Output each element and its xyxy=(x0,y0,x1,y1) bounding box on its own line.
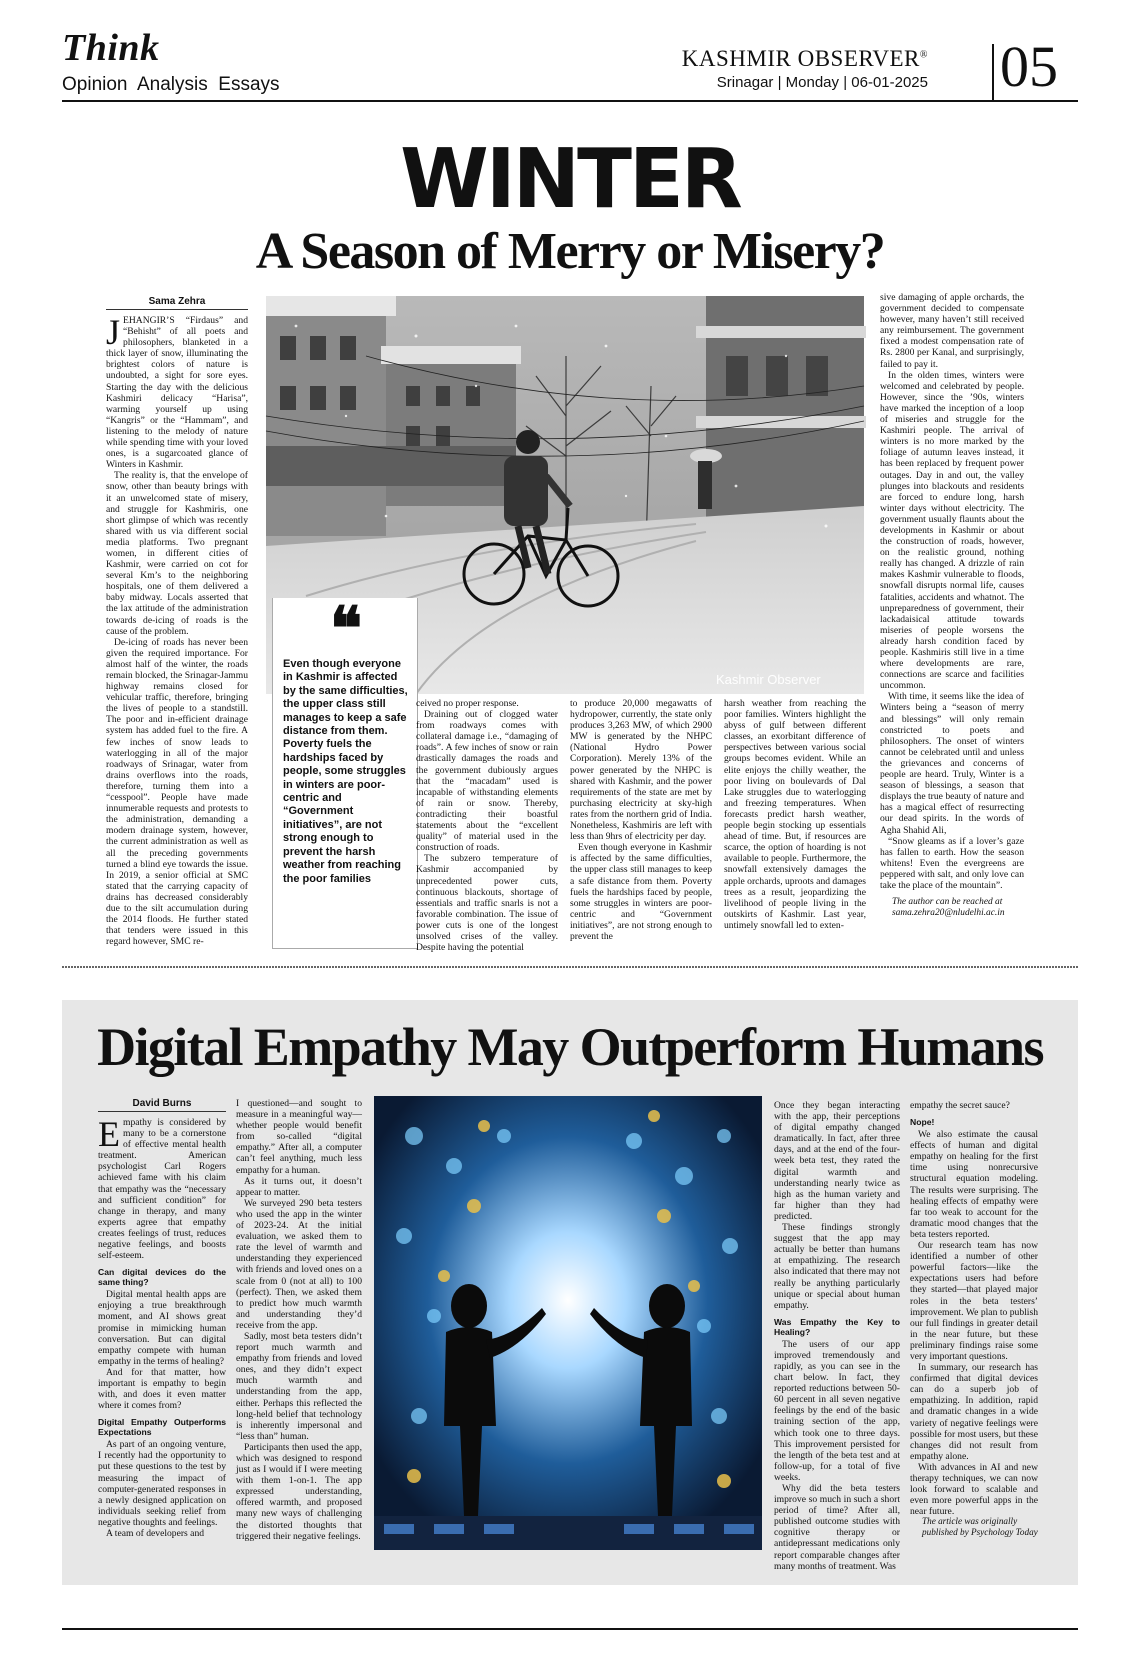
paragraph: The subzero temperature of Kashmir accompanied by unprecedented power cuts, continuous blackouts, shortage of essentials and traffic snarls is not a favorable combination. The issue of power cuts is one of the longest unsolved crises of the valley. Despite having the potential xyxy=(416,853,558,954)
author-note: The author can be reached at sama.zehra20@nludelhi.ac.in xyxy=(892,897,1005,919)
article2-column-3 xyxy=(774,1100,900,1584)
paragraph: As it turns out, it doesn’t appear to matter. xyxy=(236,1175,362,1198)
paragraph: In the olden times, winters were welcomed and celebrated by people. However, since the ’90s, winters have marked the inception of a loop of miseries and struggle for the Kashmiri people. The arrival of winters is no more marked by the foliage of autumn leaves instead, it has been replaced by frequent power outages. Day in and out, the valley plunges into blackouts and residents are forced to endure long, harsh winter days without electricity. The government usually flaunts about the developments in Kashmir or about the construction of roads, however, on the realistic ground, nothing really has changed. A drizzle of rain makes Kashmir vulnerable to floods, snowfall disrupts normal life, causes fatalities, accidents and whatnot. The unpreparedness of government, their lackadaisical attitude towards miseries of people worsens the already harsh condition faced by people. Kashmiris still live in a time where developments are rare, connections are scarce and facilities uncommon. xyxy=(880,369,1024,692)
drop-cap: J xyxy=(106,312,121,352)
section-subtitle: Opinion Analysis Essays xyxy=(62,74,280,95)
paragraph: “Snow gleams as if a lover’s gaze has fallen to earth. How the season whitens! Even the evergreens are peppered with salt, and only love can take the place of the mountain”. xyxy=(880,835,1024,891)
article1-subtitle: A Season of Merry or Misery? xyxy=(255,223,885,280)
article1-title: WINTER xyxy=(400,132,740,227)
paragraph: In summary, our research has confirmed that digital devices can do a superb job of empathizing. In addition, rapid and dramatic changes in a wide variety of negative feelings were possible for most users, but these changes did not result from empathy alone. xyxy=(910,1362,1038,1462)
subheading: Nope! xyxy=(910,1117,935,1128)
article2-title: Digital Empathy May Outperform Humans xyxy=(97,1017,1043,1077)
paragraph: A team of developers and xyxy=(106,1528,205,1539)
top-rule xyxy=(62,100,1078,102)
bottom-rule xyxy=(62,1628,1078,1630)
photo-watermark: Kashmir Observer xyxy=(716,672,821,687)
paragraph: Even though everyone in Kashmir is affected by the same difficulties, the upper class still manages to keep a safe distance from them. Poverty fuels the hardships faced by people, some struggles in winters are poor-centric and “Government initiatives”, are not strong enough to prevent the xyxy=(570,842,712,942)
paragraph: I questioned—and sought to measure in a meaningful way—whether people would benefit from so-called “digital empathy.” After all, a computer can’t feel anything, much less empathy for a human. xyxy=(236,1098,362,1176)
registered-mark: ® xyxy=(919,49,928,61)
paragraph: As part of an ongoing venture, I recently had the opportunity to put these questions to the test by measuring the impact of computer-generated responses in a newly designed application on individuals seeking relief from negative thoughts and feelings. xyxy=(98,1439,226,1528)
article2-column-4 xyxy=(910,1100,1038,1518)
article1-column-2 xyxy=(416,698,558,952)
article1-column-5 xyxy=(880,292,1024,960)
article2-byline: David Burns xyxy=(98,1098,226,1112)
article2-column-4-wrap xyxy=(910,1100,1038,1537)
pull-quote-box xyxy=(272,594,418,949)
paragraph: Sadly, most beta testers didn’t report much warmth and empathy from friends and loved ones, and they didn’t expect much warmth and understanding from the app, either. Perhaps this reflected the long-held belief that technology is inherently impersonal and “less than” human. xyxy=(236,1330,362,1442)
article2-credit: The article was originally published by Psychology Today xyxy=(922,1516,1038,1537)
ai-figures-image xyxy=(374,1096,762,1550)
subheading: Can digital devices do the same thing? xyxy=(98,1267,226,1288)
paragraph: With time, it seems like the idea of Winters being a “season of merry and blessings” will only remain constricted to poets and philosophers. The onset of winters cannot be celebrated until and unless the grievances and concerns of people are heard. Truly, Winter is a season of blessings, a season that displays the true beauty of nature and has a magical effect of resurrecting our dead spirits. In the words of Agha Shahid Ali, xyxy=(880,691,1024,836)
paragraph: sive damaging of apple orchards, the government decided to compensate however, many haven’t still received any reimbursement. The government fixed a modest compensation rate of Rs. 2800 per Kanal, and surprisingly, failed to pay it. xyxy=(880,292,1024,370)
article1-column-1 xyxy=(106,296,248,967)
section-divider xyxy=(62,966,1078,968)
article2-col1-text xyxy=(98,1114,226,1587)
paragraph: Once they began interacting with the app, their perceptions of digital empathy changed dramatically. In fact, after three days, and at the end of the four-week beta test, they rated the digital warmth and understanding nearly twice as high as the human variety and far higher than they had predicted. xyxy=(774,1100,900,1222)
article1-column-4 xyxy=(724,698,866,952)
subheading: Was Empathy the Key to Healing? xyxy=(774,1316,900,1337)
paragraph: Our research team has now identified a number of other powerful factors—like the expectations users had before they started—that played major roles in the beta testers’ improvement. We plan to publish our full findings in greater detail in the near future, but these preliminary findings raise some very important questions. xyxy=(910,1240,1038,1362)
paragraph: The reality is, that the envelope of snow, other than beauty brings with it an unwelcomed state of misery, and struggle for Kashmiris, one short glimpse of which was recently shared with us via different social media platforms. Two pregnant women, in different cities of Kashmir, were carried on cot for several Km’s to the neighboring hospitals, one of them delivered a baby midway. Locals asserted that the lax attitude of the administration towards de-icing of roads is the cause of the problem. xyxy=(106,470,248,637)
drop-cap: E xyxy=(98,1114,120,1154)
paragraph: harsh weather from reaching the poor families. Winters highlight the abyss of gulf between different classes, an exorbitant difference of perspectives between various social groups becomes evident. While an elite enjoys the chilly weather, the poor living on boulevards of Dal Lake struggles due to waterlogging and freezing temperatures. When forecasts predict harsh weather, people begin stocking up essentials ahead of time. But, if resources are scarce, the option of hoarding is not available to people. Furthermore, the snowfall extensively damages the apple orchards, uproots and damages trees as a result, jeopardizing the livelihood of people living in the outskirts of Kashmir. Last year, untimely snowfall led to exten- xyxy=(724,698,866,931)
subheading: Digital Empathy Outperforms Expectations xyxy=(98,1417,226,1438)
quote-icon: ❝ xyxy=(329,594,363,664)
paragraph: ceived no proper response. xyxy=(416,698,519,709)
pull-quote-text: Even though everyone in Kashmir is affected by the same difficulties, the upper class still manages to keep a safe distance from them. Poverty fuels the hardships faced by people, some struggles in winters are poor-centric and “Government initiatives”, are not strong enough to prevent the harsh weather from reaching the poor families xyxy=(283,658,408,885)
paragraph: De-icing of roads has never been given the required importance. For almost half of the winter, the roads remain blocked, the Srinagar-Jammu highway remains closed for vehicular traffic, therefore, bringing the lives of people to a standstill. The poor and in-efficient drainage system has added fuel to the fire. A few inches of snow leads to waterlogging in all of the major roadways of Srinagar, water from drains overflows into the roads, therefore, turning them into a “cesspool”. People have made innumerable requests and protests to the administration, demanding a modern drainage system, however, the current administration as well as all the preceding governments turned a blind eye towards the issue. In 2019, a senior official at SMC stated that the carrying capacity of drains has decreased considerably due to the silt accumulation during the 2014 floods. He further stated that tenders were issued in this regard however, SMC re- xyxy=(106,636,248,948)
paragraph: Empathy is considered by many to be a cornerstone of effective mental health treatment. American psychologist Carl Rogers achieved fame with his claim that empathy was the “necessary and sufficient condition” for change in therapy, and many experts agree that empathy creates feelings of trust, reduces negative feelings, and boosts self-esteem. xyxy=(98,1114,226,1262)
paragraph: These findings strongly suggest that the app may actually be better than humans at empathizing. The research also indicated that there may not really be anything particularly unique or special about human empathy. xyxy=(774,1222,900,1311)
page-number: 05 xyxy=(1000,34,1058,99)
paragraph: We surveyed 290 beta testers who used the app in the winter of 2023-24. At the initial evaluation, we asked them to rate the level of warmth and understanding they experienced with friends and loved ones on a scale from 0 (not at all) to 100 (perfect). Then, we asked them to predict how much warmth and understanding they’d receive from the app. xyxy=(236,1197,362,1331)
article1-byline: Sama Zehra xyxy=(106,296,248,310)
section-title: Think xyxy=(62,27,160,69)
paragraph: The users of our app improved tremendously and rapidly, as you can see in the chart below. In fact, they reported reductions between 50-60 percent in all seven negative feelings by the end of the basic training section of the app, which took one to three days. This improvement persisted for the length of the beta test and at follow-up, for a total of five weeks. xyxy=(774,1338,900,1483)
paragraph: With advances in AI and new therapy techniques, we can now look forward to scalable and even more powerful apps in the near future. xyxy=(910,1461,1038,1518)
article2-column-1 xyxy=(98,1098,226,1587)
article1-column-3 xyxy=(570,698,712,952)
dateline: Srinagar | Monday | 06-01-2025 xyxy=(716,74,928,91)
paper-name-text: KASHMIR OBSERVER xyxy=(681,46,920,71)
article1-col1-text xyxy=(106,312,248,967)
digital-empathy-image xyxy=(374,1096,762,1550)
paper-name[interactable] xyxy=(682,46,928,72)
paragraph: JEHANGIR’S “Firdaus” and “Behisht” of all poets and philosophers, blanketed in a thick layer of snow, illuminating the brightest colors of nature is undoubted, a sight for sore eyes. Starting the day with the delicious Kashmiri delicacy “Harisa”, warming yourself up using “Kangris” or the “Hammam”, and listening to the melody of nature while spending time with your loved ones, is a sugarcoated glance of Winters in Kashmir. xyxy=(106,312,248,471)
paragraph: Draining out of clogged water from roadways comes with collateral damage i.e., “damaging of roads”. A few inches of snow or rain drastically damages the roads and the government dubiously argues that the “macadam” used is incapable of withstanding elements of rain or snow. Thereby, contradicting their boastful statements about the “excellent quality” of material used in the construction of roads. xyxy=(416,709,558,854)
paragraph: empathy the secret sauce? xyxy=(910,1100,1010,1111)
masthead-divider xyxy=(992,44,994,100)
paragraph: Participants then used the app, which was designed to respond just as I would if I were meeting with them 1-on-1. The app expressed understanding, offered warmth, and proposed many new ways of challenging the distorted thoughts that triggered their negative feelings. xyxy=(236,1441,362,1542)
paragraph: And for that matter, how important is empathy to begin with, and does it even matter where it comes from? xyxy=(98,1366,226,1412)
article2-column-2 xyxy=(236,1098,362,1584)
paragraph: Why did the beta testers improve so much in such a short period of time? After all, published outcome studies with cognitive therapy or antidepressant medications only report comparable changes after many months of treatment. Was xyxy=(774,1483,900,1572)
paragraph: Digital mental health apps are enjoying a true breakthrough moment, and AI shows great promise in mimicking human conversation. But can digital empathy compete with human empathy in the terms of healing? xyxy=(98,1289,226,1367)
paragraph: We also estimate the causal effects of human and digital empathy on healing for the first time using nonrecursive structural equation modeling. The results were surprising. The healing effects of empathy were far too weak to account for the dramatic mood changes that the beta testers reported. xyxy=(910,1129,1038,1240)
paragraph: to produce 20,000 megawatts of hydropower, currently, the state only produces 3,263 MW, of which 2900 MW is generated by the NHPC (National Hydro Power Corporation). Merely 13% of the power generated by the NHPC is shared with Kashmir, and the power requirements of the state are met by purchasing electricity at sky-high rates from the northern grid of India. Nonetheless, Kashmiris are left with less than 9hrs of electricity per day. xyxy=(570,698,712,843)
